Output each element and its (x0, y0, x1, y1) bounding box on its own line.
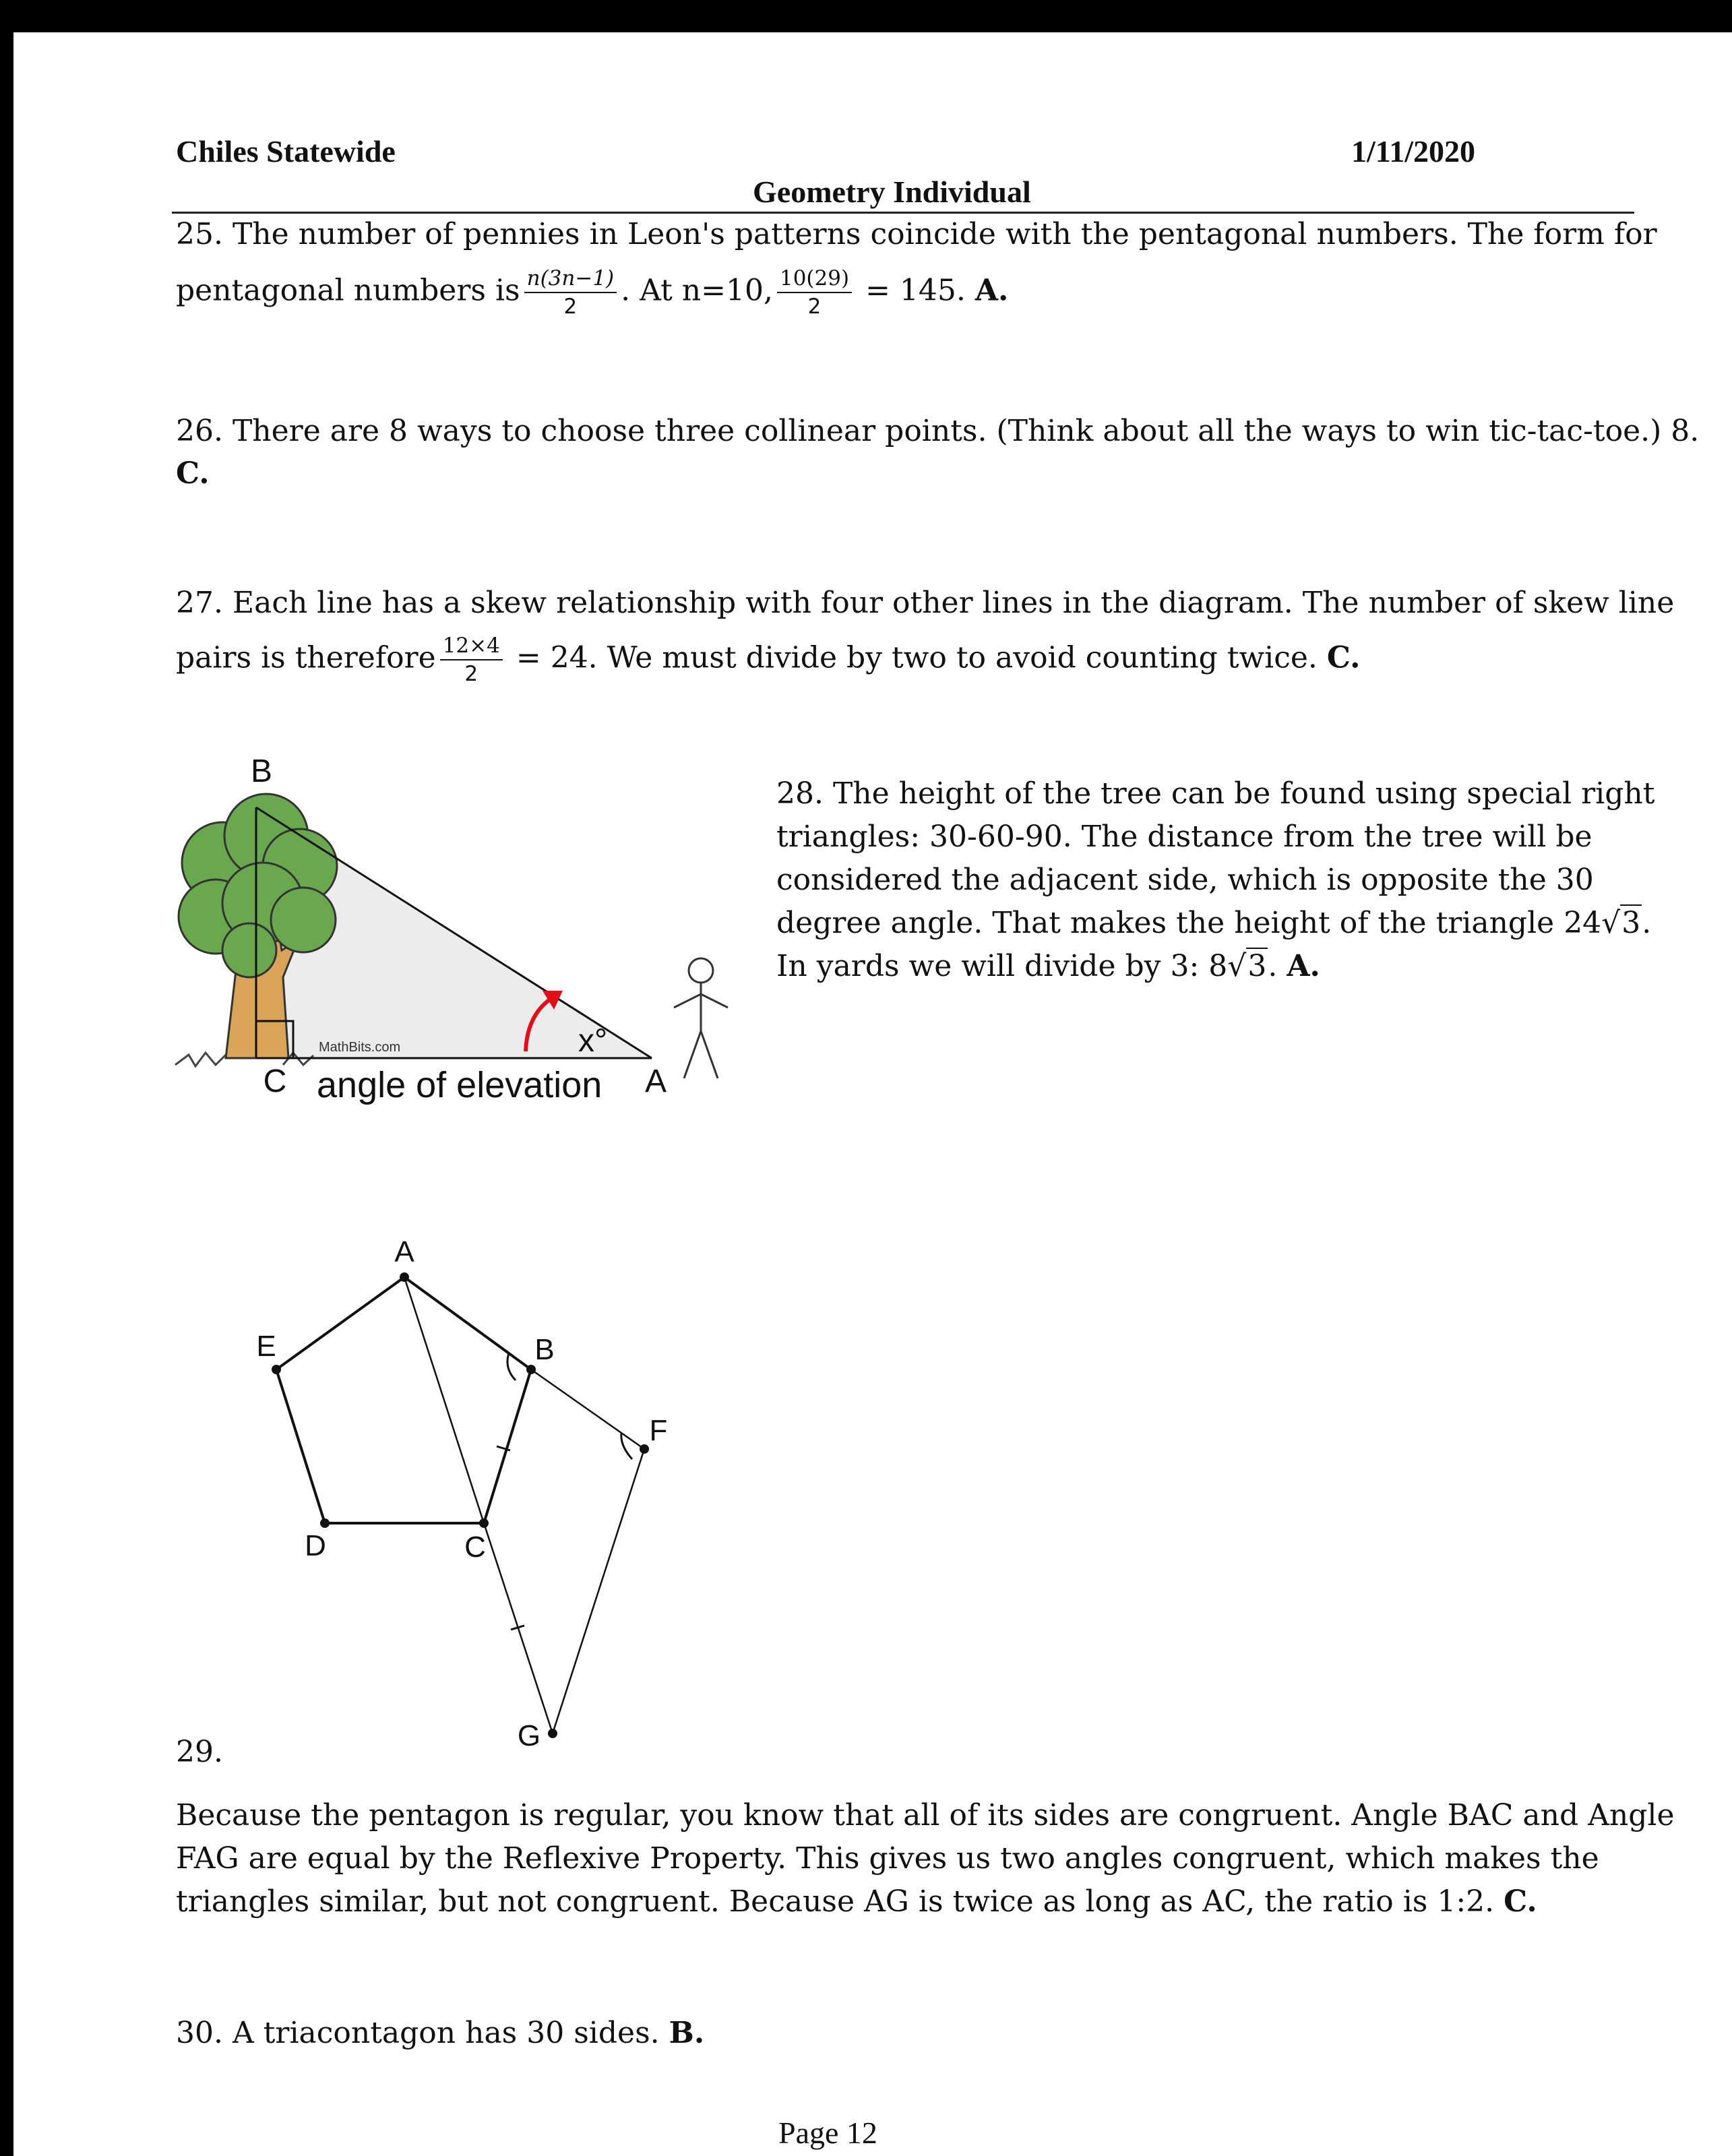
label-a: A (644, 1064, 667, 1099)
q26-line1: 26. There are 8 ways to choose three collinear points. (Think about all the ways to win tic-tac-toe.) 8. (176, 414, 1700, 448)
tree-elevation-diagram (121, 748, 741, 1126)
q28-paragraph: 28. The height of the tree can be found using special right triangles: 30-60-90. The distance from the tree will be considered the adjacent side, which is opposite the 30 degree angle. That makes the height of the triangle 24√3. In yards we will divide by 3: 8√3. A. (776, 776, 1655, 983)
label-g: G (517, 1719, 541, 1752)
label-f: F (649, 1414, 668, 1447)
stick-figure (674, 958, 728, 1078)
q25-value-fraction: $\frac{10(29)}{2}$ (777, 265, 852, 320)
page-title: Geometry Individual (753, 175, 1031, 209)
caption-angle-of-elevation: angle of elevation (317, 1065, 602, 1105)
label-c: C (464, 1531, 486, 1564)
q29-paragraph: Because the pentagon is regular, you know that all of its sides are congruent. Angle BAC and Angle FAG are equal by the Reflexive Property. This gives us two angles congruent, which makes the triangles similar, but not congruent. Because AG is twice as long as AC, the ratio is 1:2. C. (176, 1798, 1675, 1919)
tree-foliage (179, 794, 337, 977)
angle-x-label: x° (578, 1023, 608, 1059)
top-black-border (0, 0, 1732, 32)
q25-formula-fraction: $\frac{n(3n-1)}{2}$ (524, 265, 617, 320)
q30-line: 30. A triacontagon has 30 sides. B. (176, 2016, 705, 2050)
header-left: Chiles Statewide (176, 134, 396, 168)
q29-answer: C. (1504, 1884, 1537, 1919)
q30-answer: B. (669, 2016, 705, 2050)
label-d: D (305, 1529, 326, 1562)
label-e: E (256, 1330, 276, 1363)
q25-line1: 25. The number of pennies in Leon's patterns coincide with the pentagonal numbers. The form for (176, 217, 1657, 251)
page-number: Page 12 (778, 2116, 877, 2150)
label-c: C (263, 1064, 287, 1099)
pentagon-edges (276, 1277, 644, 1733)
header-date: 1/11/2020 (1351, 134, 1476, 168)
label-a: A (394, 1235, 414, 1268)
q29-number: 29. (176, 1735, 223, 1769)
q25-answer: A. (975, 273, 1009, 308)
label-b: B (534, 1333, 555, 1366)
q27-line2: pairs is therefore $\frac{12\times 4}{2}$ = 24. We must divide by two to avoid counting twice. C. (176, 634, 1361, 686)
q26-answer: C. (176, 456, 210, 491)
q25-line2: pentagonal numbers is $\frac{n(3n-1)}{2}$ . At n=10, $\frac{10(29)}{2}$ = 145. A. (176, 266, 1009, 319)
q28-answer: A. (1287, 949, 1320, 983)
pentagon-diagram (243, 1227, 701, 1766)
label-b: B (250, 753, 273, 789)
mathbits-watermark: MathBits.com (319, 1040, 401, 1055)
left-black-border (0, 0, 13, 2156)
q27-fraction: $\frac{12\times 4}{2}$ (440, 632, 503, 687)
q27-line1: 27. Each line has a skew relationship with four other lines in the diagram. The number of skew line (176, 586, 1675, 620)
q27-answer: C. (1326, 640, 1361, 675)
pentagon-vertices (272, 1272, 649, 1738)
